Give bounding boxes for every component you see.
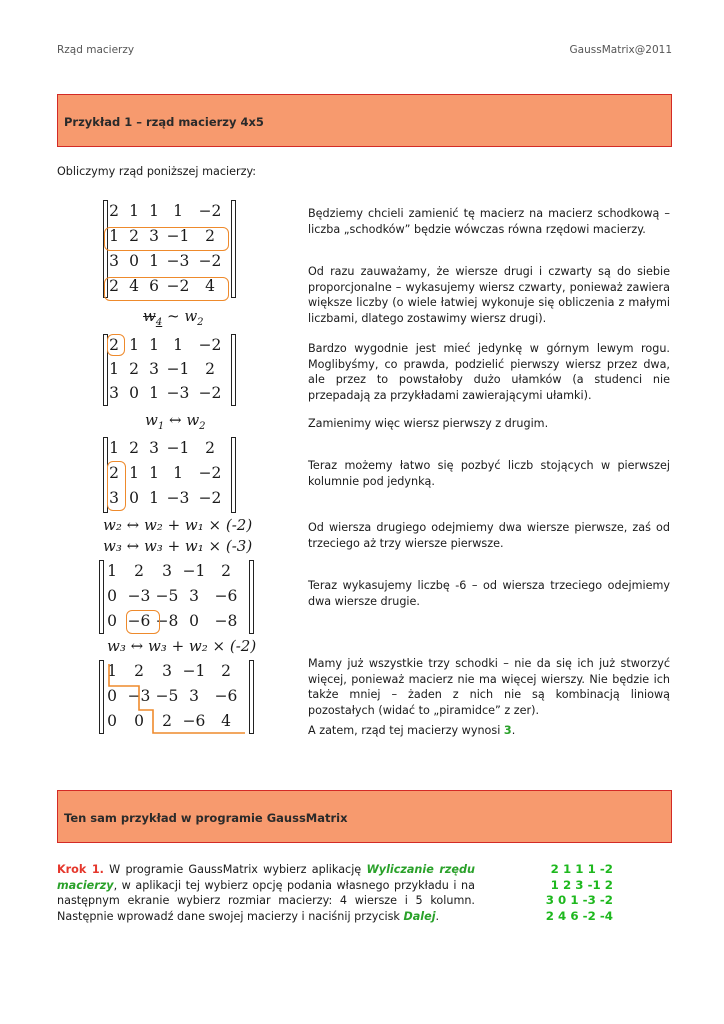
matrix-cell: 2 [221, 662, 231, 680]
operation-1: $w_4$ ~ $w_2$ [143, 307, 204, 328]
section2-banner [57, 790, 672, 843]
matrix-cell: −6 [214, 687, 238, 705]
operation-2: $w_1$ ↔ $w_2$ [145, 411, 206, 432]
app-name: Wyliczanie rzędu macierzy [57, 863, 475, 892]
paragraph-8: Mamy już wszystkie trzy schodki – nie da się ich już stworzyć więcej, ponieważ macierz nie ma więcej wierszy. Nie będzie ich także mniej – żaden z nich nie są kombinacją liniową pozostałych (widać to „piramidce” z zer). [308, 657, 670, 717]
matrix-4 [99, 560, 254, 634]
conclusion: A zatem, rząd tej macierzy wynosi 3. [308, 724, 516, 737]
highlight-row-4 [104, 277, 229, 301]
matrix-cell: 2 [205, 360, 215, 378]
matrix-cell: 1 [109, 227, 119, 245]
matrix-cell: −2 [198, 252, 222, 270]
section2-title: Ten sam przykład w programie GaussMatrix [64, 811, 348, 825]
rank-value: 3 [503, 724, 512, 737]
input-row: 2 1 1 1 -2 [550, 862, 613, 876]
paragraph-2: Od razu zauważamy, że wiersze drugi i czwarty są do siebie proporcjonalne – wykasujemy wiersz czwarty, ponieważ zawiera większe liczby (o wiele łatwiej wykonuje się obliczenia z małymi liczbami, dlatego zostawimy wiersz drugi). [308, 265, 670, 325]
matrix-cell: −5 [155, 687, 179, 705]
matrix-cell: 0 [129, 384, 139, 402]
matrix-cell: 1 [129, 464, 139, 482]
op1-lhs: $w_4$ [143, 307, 163, 328]
matrix-cell: 2 [134, 662, 144, 680]
intro-text: Obliczymy rząd poniższej macierzy: [57, 165, 257, 178]
input-row: 2 4 6 -2 -4 [545, 908, 613, 923]
matrix-cell: 1 [149, 202, 159, 220]
matrix-row [99, 562, 254, 582]
matrix-cell: 1 [173, 336, 183, 354]
header-left: Rząd macierzy [57, 44, 135, 56]
paragraph-5: Teraz możemy łatwo się pozbyć liczb stojących w pierwszej kolumnie pod jedynką. [308, 459, 670, 488]
matrix-cell: −2 [198, 202, 222, 220]
matrix-cell: −6 [182, 712, 206, 730]
highlight-row-2 [104, 227, 229, 251]
matrix-cell: 2 [109, 277, 119, 295]
matrix-cell: −3 [127, 587, 151, 605]
matrix-cell: 3 [149, 227, 159, 245]
matrix-cell: 2 [221, 562, 231, 580]
matrix-cell: 0 [107, 712, 117, 730]
matrix-cell: 2 [109, 464, 119, 482]
matrix-cell: 1 [149, 252, 159, 270]
paragraph-3: Bardzo wygodnie jest mieć jedynkę w górnym lewym rogu. Moglibyśmy, co prawda, podzielić pierwszy wiersz przez dwa, ale przez to powstałoby dużo ułamków (a studenci nie przepadają za przykładami zawierającymi ułamki). [308, 342, 670, 402]
matrix-cell: 1 [149, 464, 159, 482]
matrix-cell: 2 [129, 439, 139, 457]
operation-3: w₂ ↔ w₂ + w₁ × (-2) [103, 516, 253, 534]
matrix-cell: −1 [166, 360, 190, 378]
matrix-cell: −6 [127, 612, 151, 630]
header-right: GaussMatrix@2011 [569, 44, 672, 56]
matrix-cell: 0 [107, 687, 117, 705]
paragraph-4: Zamienimy więc wiersz pierwszy z drugim. [308, 417, 549, 430]
matrix-cell: −6 [214, 587, 238, 605]
section1-banner [57, 94, 672, 147]
step-label: Krok 1. [57, 863, 104, 876]
matrix-cell: 4 [129, 277, 139, 295]
matrix-cell: 1 [149, 384, 159, 402]
matrix-cell: 1 [129, 336, 139, 354]
matrix-cell: 0 [107, 587, 117, 605]
matrix-cell: −2 [198, 336, 222, 354]
matrix-cell: 1 [107, 662, 117, 680]
matrix-cell: −2 [198, 384, 222, 402]
matrix-cell: 4 [205, 277, 215, 295]
paragraph-6: Od wiersza drugiego odejmiemy dwa wiersze pierwsze, zaś od trzeciego aż trzy wiersze pierwsze. [308, 521, 670, 550]
highlight-column-1 [107, 461, 126, 511]
matrix-cell: −1 [182, 562, 206, 580]
matrix-cell: 3 [162, 562, 172, 580]
matrix-cell: 1 [173, 464, 183, 482]
highlight-corner [107, 334, 125, 356]
matrix-cell: 4 [221, 712, 231, 730]
matrix-row [99, 612, 254, 632]
matrix-cell: −3 [127, 687, 151, 705]
matrix-row [103, 202, 236, 222]
matrix-cell: 2 [109, 336, 119, 354]
matrix-cell: −3 [166, 252, 190, 270]
matrix-cell: 3 [109, 489, 119, 507]
matrix-cell: 3 [162, 662, 172, 680]
matrix-cell: 1 [149, 336, 159, 354]
input-row: 1 2 3 -1 2 [550, 877, 613, 892]
matrix-cell: −1 [166, 439, 190, 457]
matrix-cell: 2 [129, 227, 139, 245]
operation-4: w₃ ↔ w₃ + w₁ × (-3) [103, 537, 253, 555]
matrix-cell: 6 [149, 277, 159, 295]
matrix-cell: −2 [198, 464, 222, 482]
matrix-cell: −2 [198, 489, 222, 507]
matrix-cell: 3 [149, 439, 159, 457]
matrix-cell: 3 [149, 360, 159, 378]
matrix-cell: 2 [205, 227, 215, 245]
matrix-row [103, 360, 236, 380]
matrix-cell: 0 [129, 252, 139, 270]
matrix-cell: 2 [129, 360, 139, 378]
paragraph-1: Będziemy chcieli zamienić tę macierz na macierz schodkową – liczba „schodków” będzie wówczas równa rzędowi macierzy. [308, 207, 670, 236]
matrix-row [103, 439, 236, 459]
highlight-minus-6 [126, 610, 160, 634]
matrix-cell: 0 [129, 489, 139, 507]
operation-5: w₃ ↔ w₃ + w₂ × (-2) [107, 637, 257, 655]
matrix-cell: −1 [166, 227, 190, 245]
input-matrix [546, 862, 613, 924]
matrix-cell: 1 [129, 202, 139, 220]
matrix-cell: −3 [166, 384, 190, 402]
matrix-cell: 1 [173, 202, 183, 220]
matrix-cell: 1 [109, 360, 119, 378]
paragraph-7: Teraz wykasujemy liczbę -6 – od wiersza trzeciego odejmiemy dwa wiersze drugie. [308, 579, 670, 608]
matrix-cell: 0 [134, 712, 144, 730]
matrix-cell: 1 [109, 439, 119, 457]
matrix-cell: 3 [109, 384, 119, 402]
matrix-row [99, 587, 254, 607]
input-row: 3 0 1 -3 -2 [545, 893, 613, 908]
matrix-cell: 2 [134, 562, 144, 580]
matrix-cell: 0 [107, 612, 117, 630]
section1-title: Przykład 1 – rząd macierzy 4x5 [64, 115, 264, 129]
matrix-cell: −8 [155, 612, 179, 630]
matrix-cell: −8 [214, 612, 238, 630]
matrix-row [103, 252, 236, 272]
next-button-name: Dalej [403, 909, 436, 923]
step-1-text: Krok 1. W programie GaussMatrix wybierz aplikację Wyliczanie rzędu macierzy, w aplikacji tej wybierz opcję podania własnego przykładu i na następnym ekranie wybierz rozmiar macierzy: 4 wiersze i 5 kolumn. Następnie wprowadź dane swojej macierzy i naciśnij przycisk Dalej. [57, 863, 475, 923]
matrix-cell: −2 [166, 277, 190, 295]
matrix-row [103, 384, 236, 404]
matrix-cell: −5 [155, 587, 179, 605]
matrix-cell: 1 [149, 489, 159, 507]
matrix-cell: 0 [189, 612, 199, 630]
staircase-line [99, 660, 259, 736]
matrix-cell: 3 [109, 252, 119, 270]
matrix-cell: 2 [109, 202, 119, 220]
matrix-cell: 3 [189, 587, 199, 605]
matrix-cell: 3 [189, 687, 199, 705]
matrix-cell: 2 [162, 712, 172, 730]
matrix-cell: −1 [182, 662, 206, 680]
matrix-cell: −3 [166, 489, 190, 507]
matrix-cell: 2 [205, 439, 215, 457]
matrix-cell: 1 [107, 562, 117, 580]
